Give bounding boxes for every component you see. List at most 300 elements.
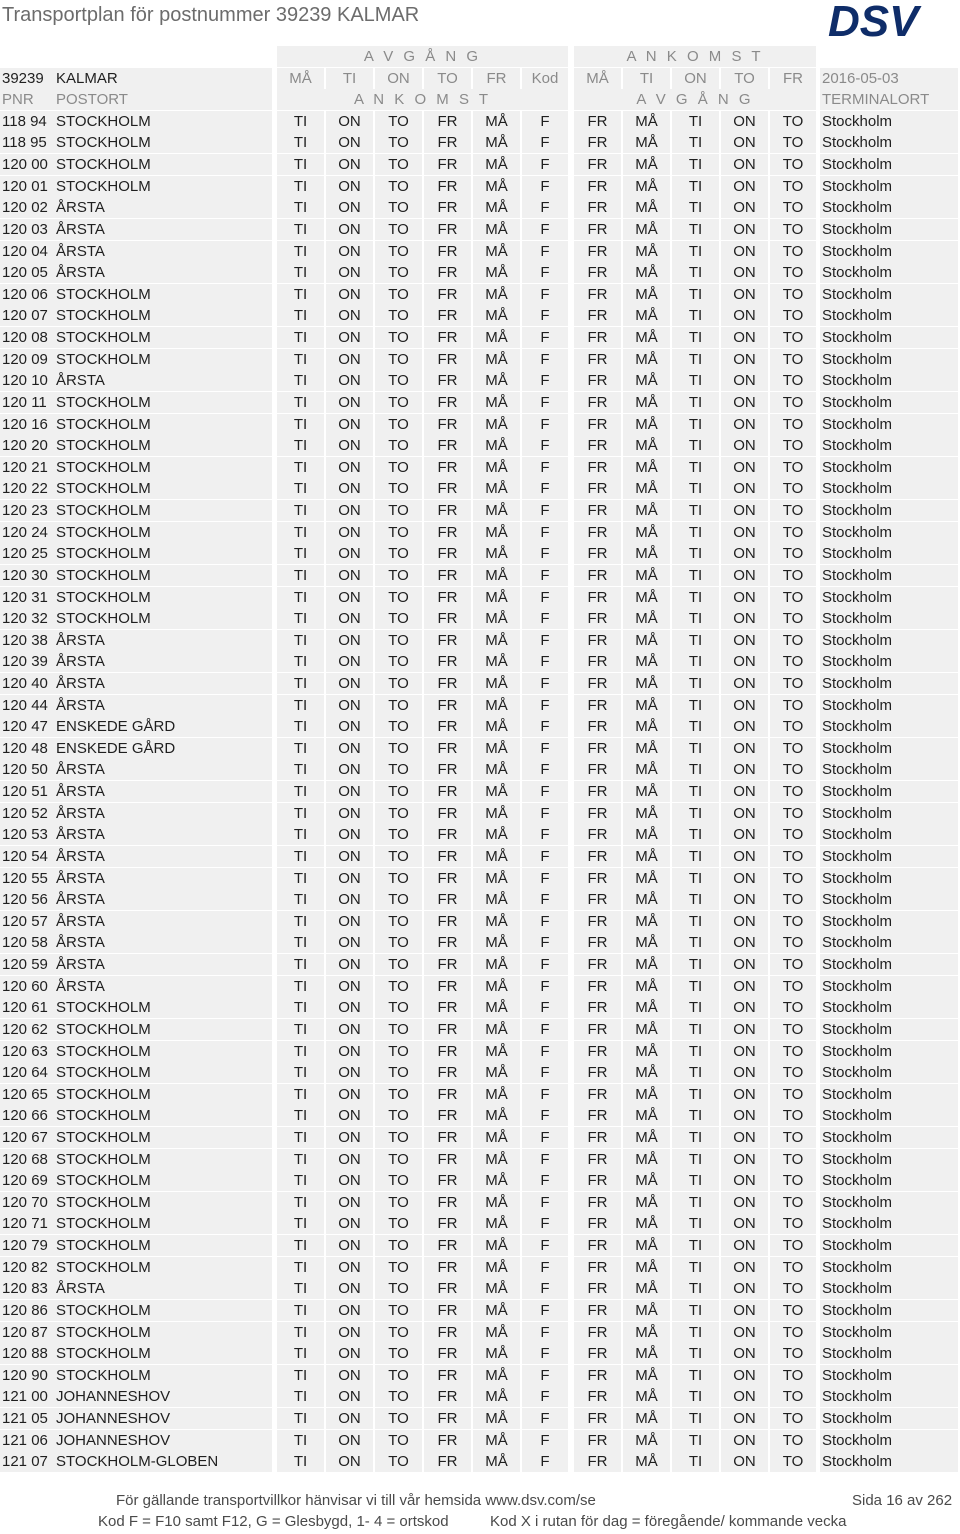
departure-day-cell: MÅ [623,932,670,953]
arrival-day-cell: ON [326,673,373,694]
departure-day-cell: MÅ [623,305,670,326]
arrival-day-cell: F [522,1213,568,1234]
departure-day-cell: MÅ [623,1386,670,1407]
arrival-day-cell: FR [424,522,471,543]
departure-day-cell: ON [721,111,768,132]
departure-day-cell: ON [721,846,768,867]
postal-town-cell: ÅRSTA [54,803,272,824]
departure-day-cell: FR [574,414,621,435]
terminal-cell: Stockholm [820,824,958,845]
terminal-cell: Stockholm [820,197,958,218]
arrival-day-cell: ON [326,219,373,240]
arrival-day-cell: F [522,435,568,456]
arrival-day-cell: MÅ [473,781,520,802]
arrival-day-cell: TI [277,1170,324,1191]
postal-code-cell: 120 53 [0,824,54,845]
departure-day-cell: FR [574,587,621,608]
arrival-day-cell: FR [424,370,471,391]
departure-day-cell: ON [721,1408,768,1429]
departure-day-cell: TO [770,1386,816,1407]
terminal-cell: Stockholm [820,284,958,305]
arrival-day-cell: TI [277,543,324,564]
arrival-day-cell: F [522,305,568,326]
departure-day-cell: TI [672,305,719,326]
departure-day-cell: FR [574,478,621,499]
arrival-day-cell: TO [375,1300,422,1321]
terminal-cell: Stockholm [820,695,958,716]
arrival-day-cell: TI [277,1430,324,1451]
arrival-day-cell: FR [424,1041,471,1062]
arrival-day-cell: MÅ [473,695,520,716]
terminal-cell: Stockholm [820,1235,958,1256]
departure-day-cell: FR [574,1365,621,1386]
terminal-cell: Stockholm [820,1451,958,1472]
arrival-day-cell: TI [277,868,324,889]
arrival-day-cell: F [522,1084,568,1105]
arrival-day-cell: ON [326,327,373,348]
arrival-day-cell: FR [424,1430,471,1451]
departure-day-cell: MÅ [623,241,670,262]
departure-day-cell: ON [721,1257,768,1278]
postal-code-cell: 120 64 [0,1062,54,1083]
arrival-day-cell: TO [375,781,422,802]
departure-day-cell: TI [672,132,719,153]
departure-day-cell: TO [770,414,816,435]
arrival-day-cell: F [522,176,568,197]
arrival-day-cell: MÅ [473,1019,520,1040]
arrival-day-cell: F [522,759,568,780]
departure-day-cell: FR [574,911,621,932]
arrival-day-cell: TO [375,587,422,608]
postal-code-cell: 120 16 [0,414,54,435]
arrival-day-cell: ON [326,1343,373,1364]
postal-town-cell: ÅRSTA [54,219,272,240]
arrival-day-cell: FR [424,457,471,478]
departure-day-cell: ON [721,1343,768,1364]
departure-day-cell: FR [574,1041,621,1062]
terminal-cell: Stockholm [820,846,958,867]
departure-day-cell: FR [574,759,621,780]
postal-town-cell: STOCKHOLM [54,414,272,435]
plan-date: 2016-05-03 [820,68,958,89]
ankomst-day-header: FR [770,68,816,89]
postal-town-cell: STOCKHOLM [54,1235,272,1256]
arrival-day-cell: MÅ [473,868,520,889]
departure-day-cell: ON [721,932,768,953]
postal-code-cell: 120 10 [0,370,54,391]
arrival-day-cell: ON [326,1408,373,1429]
terminal-cell: Stockholm [820,1322,958,1343]
postal-town-cell: ÅRSTA [54,241,272,262]
arrival-day-cell: ON [326,1170,373,1191]
arrival-day-cell: F [522,1430,568,1451]
avgang-day-header: MÅ [277,68,324,89]
arrival-day-cell: MÅ [473,1105,520,1126]
terminal-cell: Stockholm [820,1062,958,1083]
departure-day-cell: TI [672,1041,719,1062]
departure-day-cell: TO [770,219,816,240]
arrival-day-cell: TO [375,1343,422,1364]
departure-day-cell: ON [721,543,768,564]
departure-day-cell: MÅ [623,759,670,780]
departure-day-cell: FR [574,522,621,543]
departure-day-cell: TO [770,911,816,932]
arrival-day-cell: TO [375,1213,422,1234]
departure-day-cell: TO [770,1149,816,1170]
arrival-day-cell: TO [375,370,422,391]
arrival-day-cell: MÅ [473,1041,520,1062]
departure-day-cell: FR [574,781,621,802]
departure-day-cell: MÅ [623,1019,670,1040]
arrival-day-cell: TO [375,284,422,305]
departure-day-cell: FR [574,219,621,240]
terminal-cell: Stockholm [820,1343,958,1364]
arrival-day-cell: TI [277,500,324,521]
departure-day-cell: MÅ [623,1127,670,1148]
arrival-day-cell: MÅ [473,716,520,737]
arrival-day-cell: ON [326,695,373,716]
arrival-day-cell: TO [375,349,422,370]
arrival-day-cell: FR [424,392,471,413]
departure-day-cell: TO [770,932,816,953]
departure-day-cell: MÅ [623,392,670,413]
arrival-day-cell: TI [277,262,324,283]
departure-day-cell: MÅ [623,997,670,1018]
postal-code-cell: 120 87 [0,1322,54,1343]
arrival-day-cell: MÅ [473,630,520,651]
departure-day-cell: TI [672,414,719,435]
departure-day-cell: TI [672,284,719,305]
terminal-cell: Stockholm [820,522,958,543]
origin-city: KALMAR [54,68,272,89]
departure-day-cell: TI [672,435,719,456]
arrival-day-cell: TI [277,738,324,759]
departure-day-cell: TI [672,1386,719,1407]
departure-day-cell: TI [672,781,719,802]
arrival-day-cell: TO [375,435,422,456]
departure-day-cell: TO [770,1105,816,1126]
departure-day-cell: TI [672,1105,719,1126]
terminal-cell: Stockholm [820,1041,958,1062]
arrival-day-cell: ON [326,305,373,326]
arrival-day-cell: ON [326,1235,373,1256]
departure-day-cell: ON [721,630,768,651]
arrival-day-cell: FR [424,284,471,305]
departure-day-cell: FR [574,500,621,521]
terminal-cell: Stockholm [820,1170,958,1191]
arrival-day-cell: TO [375,1235,422,1256]
departure-day-cell: ON [721,1300,768,1321]
arrival-day-cell: TO [375,695,422,716]
arrival-day-cell: TI [277,954,324,975]
arrival-day-cell: F [522,154,568,175]
departure-day-cell: TO [770,132,816,153]
arrival-day-cell: F [522,543,568,564]
terminal-cell: Stockholm [820,327,958,348]
terminal-cell: Stockholm [820,997,958,1018]
arrival-day-cell: MÅ [473,1235,520,1256]
departure-day-cell: TI [672,241,719,262]
arrival-day-cell: TO [375,651,422,672]
departure-day-cell: MÅ [623,176,670,197]
departure-day-cell: MÅ [623,197,670,218]
terminal-cell: Stockholm [820,781,958,802]
arrival-day-cell: F [522,889,568,910]
terminal-cell: Stockholm [820,154,958,175]
terminal-cell: Stockholm [820,954,958,975]
arrival-day-cell: FR [424,1235,471,1256]
postal-town-cell: STOCKHOLM [54,1084,272,1105]
arrival-day-cell: ON [326,392,373,413]
postal-town-cell: STOCKHOLM [54,478,272,499]
arrival-day-cell: FR [424,327,471,348]
postal-town-cell: STOCKHOLM [54,111,272,132]
departure-day-cell: FR [574,262,621,283]
arrival-day-cell: MÅ [473,1430,520,1451]
ankomst-day-header: TO [721,68,768,89]
arrival-day-cell: F [522,1365,568,1386]
arrival-day-cell: ON [326,824,373,845]
arrival-day-cell: TI [277,846,324,867]
arrival-day-cell: TO [375,759,422,780]
postal-town-cell: STOCKHOLM [54,1041,272,1062]
arrival-day-cell: MÅ [473,911,520,932]
departure-day-cell: ON [721,1149,768,1170]
dsv-logo-text: DSV [828,0,919,40]
departure-day-cell: TO [770,1430,816,1451]
postal-town-cell: ÅRSTA [54,824,272,845]
departure-day-cell: TI [672,846,719,867]
arrival-day-cell: FR [424,111,471,132]
departure-day-cell: TO [770,587,816,608]
arrival-day-cell: MÅ [473,1278,520,1299]
arrival-day-cell: F [522,349,568,370]
arrival-day-cell: TI [277,241,324,262]
departure-day-cell: FR [574,1235,621,1256]
postal-code-cell: 120 25 [0,543,54,564]
postal-code-cell: 120 30 [0,565,54,586]
terminal-cell: Stockholm [820,1149,958,1170]
departure-day-cell: ON [721,997,768,1018]
terminal-cell: Stockholm [820,868,958,889]
departure-day-cell: MÅ [623,349,670,370]
arrival-day-cell: ON [326,954,373,975]
departure-day-cell: TI [672,1192,719,1213]
postal-code-cell: 121 06 [0,1430,54,1451]
departure-day-cell: ON [721,1235,768,1256]
arrival-day-cell: MÅ [473,154,520,175]
departure-day-cell: TI [672,1170,719,1191]
arrival-day-cell: TI [277,976,324,997]
arrival-day-cell: TI [277,1041,324,1062]
departure-day-cell: TI [672,868,719,889]
arrival-day-cell: FR [424,349,471,370]
departure-day-cell: TI [672,889,719,910]
postal-town-cell: JOHANNESHOV [54,1408,272,1429]
departure-day-cell: ON [721,608,768,629]
arrival-day-cell: ON [326,846,373,867]
postal-town-cell: STOCKHOLM [54,997,272,1018]
departure-day-cell: FR [574,1300,621,1321]
departure-day-cell: TI [672,219,719,240]
departure-day-cell: TI [672,1365,719,1386]
postal-code-cell: 120 47 [0,716,54,737]
departure-day-cell: MÅ [623,522,670,543]
terminal-cell: Stockholm [820,219,958,240]
departure-day-cell: ON [721,759,768,780]
arrival-day-cell: ON [326,868,373,889]
arrival-day-cell: FR [424,1365,471,1386]
arrival-day-cell: MÅ [473,414,520,435]
arrival-day-cell: MÅ [473,262,520,283]
terminal-cell: Stockholm [820,1408,958,1429]
arrival-day-cell: F [522,932,568,953]
arrival-day-cell: ON [326,716,373,737]
arrival-day-cell: TO [375,1019,422,1040]
arrival-day-cell: MÅ [473,1322,520,1343]
arrival-day-cell: TI [277,1192,324,1213]
departure-day-cell: ON [721,651,768,672]
arrival-day-cell: F [522,911,568,932]
postal-code-cell: 120 55 [0,868,54,889]
postal-code-cell: 120 00 [0,154,54,175]
departure-day-cell: TO [770,695,816,716]
arrival-day-cell: TI [277,932,324,953]
postal-town-cell: STOCKHOLM [54,349,272,370]
arrival-day-cell: TI [277,997,324,1018]
postal-code-cell: 120 01 [0,176,54,197]
departure-day-cell: MÅ [623,414,670,435]
departure-day-cell: MÅ [623,370,670,391]
postal-town-cell: ENSKEDE GÅRD [54,738,272,759]
departure-day-cell: ON [721,824,768,845]
departure-day-cell: TO [770,1192,816,1213]
departure-day-cell: MÅ [623,1451,670,1472]
terminal-cell: Stockholm [820,1084,958,1105]
departure-day-cell: ON [721,1041,768,1062]
arrival-day-cell: TO [375,219,422,240]
arrival-day-cell: TO [375,241,422,262]
arrival-day-cell: TO [375,630,422,651]
arrival-day-cell: F [522,1170,568,1191]
departure-day-cell: FR [574,392,621,413]
arrival-day-cell: TO [375,608,422,629]
arrival-day-cell: TO [375,327,422,348]
departure-day-cell: ON [721,889,768,910]
arrival-day-cell: F [522,1300,568,1321]
arrival-day-cell: FR [424,630,471,651]
departure-day-cell: MÅ [623,1062,670,1083]
postal-code-cell: 120 50 [0,759,54,780]
departure-day-cell: ON [721,435,768,456]
departure-day-cell: TI [672,457,719,478]
terminal-cell: Stockholm [820,651,958,672]
arrival-day-cell: TI [277,1019,324,1040]
arrival-day-cell: F [522,457,568,478]
arrival-day-cell: MÅ [473,1365,520,1386]
departure-day-cell: MÅ [623,132,670,153]
departure-day-cell: ON [721,1105,768,1126]
arrival-day-cell: MÅ [473,889,520,910]
arrival-day-cell: TI [277,435,324,456]
arrival-day-cell: MÅ [473,673,520,694]
arrival-day-cell: MÅ [473,1386,520,1407]
arrival-day-cell: ON [326,738,373,759]
arrival-day-cell: F [522,1062,568,1083]
arrival-day-cell: MÅ [473,803,520,824]
postal-code-cell: 120 21 [0,457,54,478]
arrival-day-cell: TI [277,1213,324,1234]
departure-day-cell: ON [721,262,768,283]
arrival-day-cell: TI [277,1062,324,1083]
postal-town-cell: STOCKHOLM [54,1105,272,1126]
arrival-day-cell: MÅ [473,1170,520,1191]
departure-day-cell: MÅ [623,738,670,759]
postal-town-cell: STOCKHOLM [54,1257,272,1278]
arrival-day-cell: TI [277,824,324,845]
arrival-day-cell: TO [375,176,422,197]
departure-day-cell: TO [770,954,816,975]
departure-day-cell: ON [721,565,768,586]
postal-town-cell: ÅRSTA [54,759,272,780]
departure-day-cell: MÅ [623,478,670,499]
postal-town-cell: ÅRSTA [54,976,272,997]
arrival-day-cell: F [522,111,568,132]
departure-day-cell: MÅ [623,846,670,867]
departure-day-cell: FR [574,154,621,175]
ankomst-subgroup-header: A N K O M S T [277,89,568,110]
arrival-day-cell: F [522,1408,568,1429]
departure-day-cell: FR [574,932,621,953]
departure-day-cell: FR [574,738,621,759]
arrival-day-cell: TI [277,176,324,197]
departure-day-cell: FR [574,803,621,824]
postal-town-cell: ÅRSTA [54,651,272,672]
arrival-day-cell: ON [326,651,373,672]
postal-code-cell: 118 94 [0,111,54,132]
postal-code-cell: 120 52 [0,803,54,824]
departure-day-cell: TI [672,565,719,586]
departure-day-cell: TO [770,500,816,521]
arrival-day-cell: MÅ [473,738,520,759]
departure-day-cell: FR [574,457,621,478]
arrival-day-cell: MÅ [473,1127,520,1148]
departure-day-cell: TO [770,370,816,391]
departure-day-cell: TI [672,1300,719,1321]
terminal-cell: Stockholm [820,673,958,694]
footer-page-number: Sida 16 av 262 [852,1492,953,1509]
departure-day-cell: FR [574,1343,621,1364]
arrival-day-cell: TO [375,803,422,824]
departure-day-cell: MÅ [623,803,670,824]
origin-pnr: 39239 [0,68,54,89]
arrival-day-cell: F [522,695,568,716]
departure-day-cell: MÅ [623,954,670,975]
departure-day-cell: TO [770,759,816,780]
terminal-cell: Stockholm [820,587,958,608]
arrival-day-cell: ON [326,1019,373,1040]
departure-day-cell: TO [770,997,816,1018]
arrival-day-cell: TO [375,954,422,975]
postal-town-cell: STOCKHOLM [54,1192,272,1213]
pnr-column-header: PNR [0,89,54,110]
postal-town-cell: STOCKHOLM [54,500,272,521]
departure-day-cell: TI [672,673,719,694]
terminal-cell: Stockholm [820,738,958,759]
departure-day-cell: TO [770,803,816,824]
arrival-day-cell: TI [277,305,324,326]
footer-week-legend: Kod X i rutan för dag = föregående/ kommande vecka [490,1513,847,1530]
